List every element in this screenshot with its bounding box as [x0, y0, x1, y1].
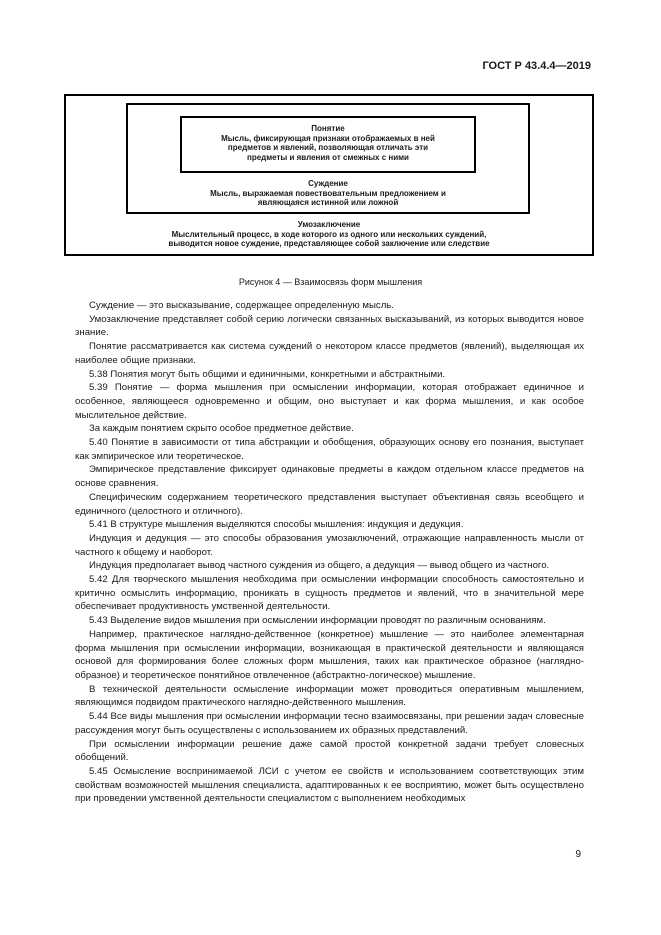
figure-inference-box — [64, 94, 594, 256]
page-number: 9 — [575, 849, 581, 860]
paragraph: 5.40 Понятие в зависимости от типа абстракции и обобщения, образующих основу его познания, выступает как эмпирическое или теоретическое. — [75, 437, 584, 462]
concept-title: Понятие — [311, 124, 345, 133]
paragraph: Специфическим содержанием теоретического представления выступает объективная связь всеобщего и единичного (целостного и отличного). — [75, 491, 584, 517]
figure-concept-box — [180, 116, 476, 173]
standard-header: ГОСТ Р 43.4.4—2019 — [482, 60, 591, 72]
paragraph: 5.42 Для творческого мышления необходима при осмыслении информации способность самостоятельно и критично осмыслить информацию, проникать в сущность предметов и явлений, что в значительной мере обеспечивает продуктивность умственной деятельности. — [75, 574, 584, 613]
inference-text — [66, 220, 592, 249]
paragraph: Умозаключение представляет собой серию логически связанных высказываний, из которых выводится новое знание. — [75, 313, 584, 339]
paragraph: В технической деятельности осмысление информации может проводиться оперативным мышлением, являющимся подвидом практического наглядно-действенного мышления. — [75, 683, 584, 709]
paragraph: Эмпирическое представление фиксирует одинаковые предметы в каждом отдельном классе предметов на основе сравнения. — [75, 464, 584, 490]
inference-line: Мыслительный процесс, в ходе которого из одного или нескольких суждений, — [171, 229, 487, 239]
judgment-line: Мысль, выражаемая повествовательным предложением и — [210, 188, 446, 198]
figure-caption: Рисунок 4 — Взаимосвязь форм мышления — [238, 277, 423, 287]
paragraph: Индукция предполагает вывод частного суждения из общего, а дедукция — вывод общего из частного. — [89, 560, 550, 572]
concept-text — [182, 118, 474, 162]
paragraph: 5.41 В структуре мышления выделяются способы мышления: индукция и дедукция. — [89, 519, 464, 531]
paragraph: Индукция и дедукция — это способы образования умозаключений, отражающие направленность мысли от частного к общему и наоборот. — [75, 532, 584, 558]
figure-judgment-box — [126, 103, 530, 214]
paragraph: Суждение — это высказывание, содержащее определенную мысль. — [89, 300, 394, 311]
paragraph: 5.43 Выделение видов мышления при осмыслении информации проводят по различным основаниям. — [89, 615, 546, 627]
paragraph: При осмыслении информации решение даже самой простой конкретной задачи требует словесных обобщений. — [75, 738, 584, 764]
body-text — [75, 299, 584, 806]
concept-line: предметы и явления от смежных с ними — [247, 152, 409, 162]
inference-title: Умозаключение — [297, 220, 361, 229]
concept-line: Мысль, фиксирующая признаки отображаемых в ней — [221, 133, 435, 143]
paragraph: 5.38 Понятия могут быть общими и единичными, конкретными и абстрактными. — [89, 368, 446, 380]
paragraph: 5.39 Понятие — форма мышления при осмыслении информации, которая отображает единичное и особенное, являющееся одновременно и общим, оно выступает и как форма мышления, и как особое мыслительное действие. — [75, 382, 584, 421]
judgment-line: являющаяся истинной или ложной — [257, 198, 399, 207]
inference-line: выводится новое суждение, представляющее собой заключение или следствие — [168, 239, 490, 248]
paragraph: За каждым понятием скрыто особое предметное действие. — [89, 423, 354, 435]
judgment-text — [128, 179, 528, 208]
concept-line: предметов и явлений, позволяющая отличать эти — [227, 143, 429, 152]
paragraph: 5.44 Все виды мышления при осмыслении информации тесно взаимосвязаны, при решении задач словесные рассуждения могут быть осуществлены с использованием их образных представлений. — [75, 711, 584, 736]
paragraph: Например, практическое наглядно-действенное (конкретное) мышление — это наиболее элементарная форма мышления при осмыслении информации, возникающая в практической деятельности и являющаяся основой для формирования более сложных форм мышления, таких как практическое образное (наглядно-образное) и теоретическое понятийное отвлеченное (абстрактно-логическое) мышление. — [75, 628, 584, 681]
paragraph: Понятие рассматривается как система суждений о некотором классе предметов (явлений), выделяющая их наиболее общие признаки. — [75, 341, 584, 366]
paragraph: 5.45 Осмысление воспринимаемой ЛСИ с учетом ее свойств и использованием соответствующих этим свойствам возможностей мышления специалиста, адаптированных к ее восприятию, может быть осуществлено при проведении умственной деятельности специалистом с выполнением необходимых — [75, 765, 584, 805]
judgment-title: Суждение — [308, 179, 348, 188]
